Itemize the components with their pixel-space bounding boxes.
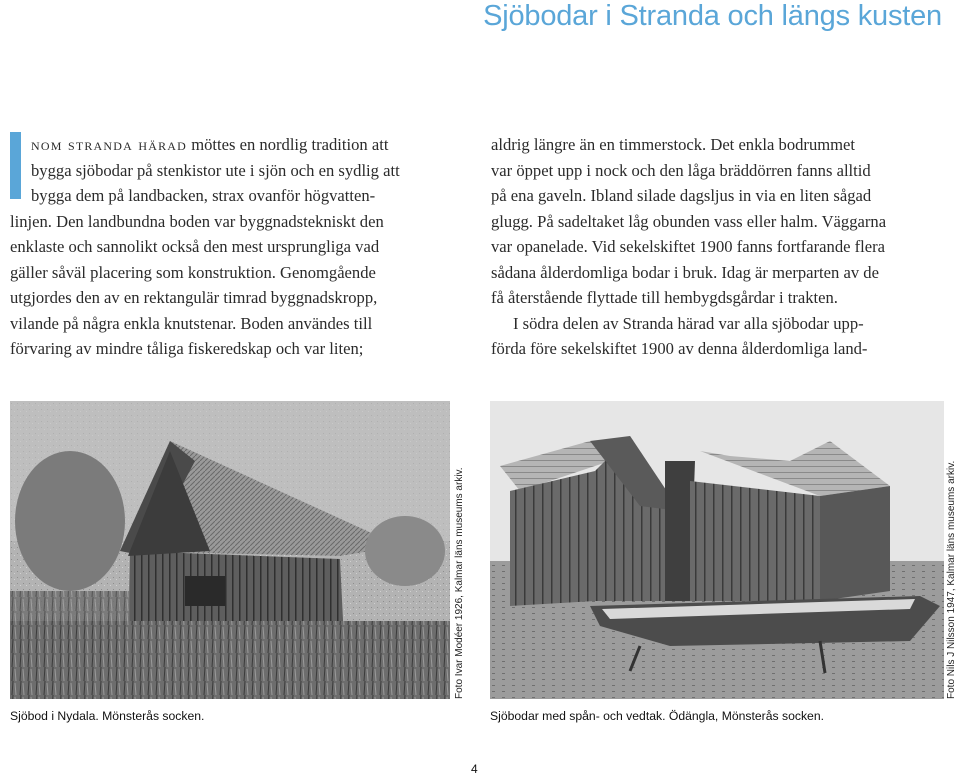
- photo-sjobod-nydala: [10, 401, 450, 699]
- lead-in-smallcaps: nom stranda härad: [31, 135, 188, 154]
- photo-credit: Foto Ivar Modéer 1926, Kalmar läns museums arkiv.: [454, 467, 465, 699]
- boathouses-boat-photo-illustration: [490, 401, 944, 699]
- boathouse-photo-illustration: [10, 401, 450, 699]
- text-line: vilande på några enkla knutstenar. Boden användes till: [10, 313, 373, 333]
- running-head-title: Sjöbodar i Stranda och längs kusten: [483, 0, 942, 32]
- page-number: 4: [471, 762, 478, 776]
- text-line: få återstående flyttade till hembygdsgårdar i trakten.: [491, 288, 838, 307]
- text-line: sådana ålderdomliga bodar i bruk. Idag är merparten av de: [491, 262, 879, 282]
- text-line: var opanelade. Vid sekelskiftet 1900 fanns fortfarande flera: [491, 237, 886, 256]
- text-line: förvaring av mindre tåliga fiskeredskap och var liten;: [10, 339, 364, 358]
- text-column-right: [491, 132, 943, 362]
- text-line: bygga sjöbodar på stenkistor ute i sjön och en sydlig att: [31, 160, 400, 180]
- text-line: gäller såväl placering som konstruktion. Genomgående: [10, 262, 376, 282]
- text-line: enklaste och sannolikt också den mest ursprungliga vad: [10, 237, 380, 256]
- text-line: på ena gaveln. Ibland silade dagsljus in via en liten sågad: [491, 186, 872, 205]
- text-line: nom stranda härad möttes en nordlig tradition att: [31, 135, 389, 154]
- text-column-left: [10, 132, 452, 362]
- photo-sjobodar-odangla: [490, 401, 944, 699]
- text-line: glugg. På sadeltaket låg obunden vass eller halm. Väggarna: [491, 211, 887, 231]
- figure-caption: Sjöbodar med spån- och vedtak. Ödängla, Mönsterås socken.: [490, 709, 824, 723]
- photo-credit: Foto Nils J Nilsson 1947, Kalmar läns museums arkiv.: [946, 460, 957, 699]
- text-line: var öppet upp i nock och den låga bräddörren fanns alltid: [491, 160, 871, 180]
- text-line: förda före sekelskiftet 1900 av denna ålderdomliga land-: [491, 339, 868, 358]
- text-line: aldrig längre än en timmerstock. Det enkla bodrummet: [491, 135, 856, 154]
- text-line: bygga dem på landbacken, strax ovanför högvatten-: [31, 186, 376, 205]
- text-line: utgjordes den av en rektangulär timrad byggnadskropp,: [10, 288, 378, 307]
- figure-caption: Sjöbod i Nydala. Mönsterås socken.: [10, 709, 205, 723]
- text-line: I södra delen av Stranda härad var alla sjöbodar upp-: [513, 313, 864, 333]
- text-line: linjen. Den landbundna boden var byggnadstekniskt den: [10, 211, 384, 231]
